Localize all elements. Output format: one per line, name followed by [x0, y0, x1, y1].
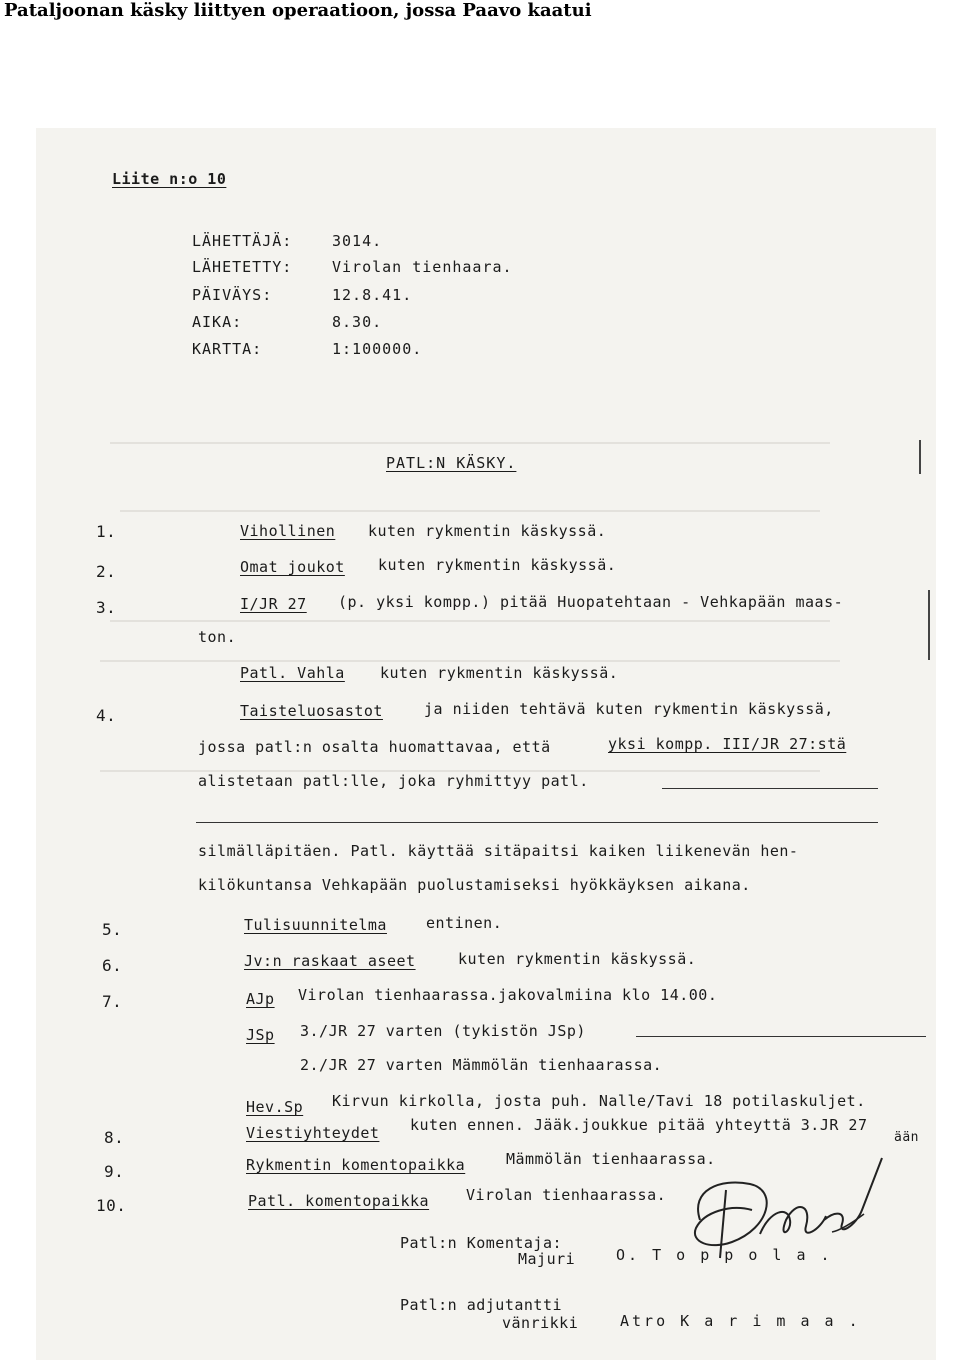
item-number-1: 1. [96, 522, 117, 541]
item-text-hev: Kirvun kirkolla, josta puh. Nalle/Tavi 18 potilaskuljet. [332, 1092, 866, 1110]
item-text-8-cont: ään [894, 1130, 919, 1145]
item-number-5: 5. [102, 920, 123, 939]
blank-fill-line [636, 1036, 926, 1037]
item-term-10: Patl. komentopaikka [248, 1192, 430, 1210]
item-term-9: Rykmentin komentopaikka [246, 1156, 466, 1174]
item-text-jsp: 3./JR 27 varten (tykistön JSp) [300, 1022, 586, 1040]
page-title: Pataljoonan käsky liittyen operaatioon, jossa Paavo kaatui [4, 0, 592, 21]
item-term-3b: Patl. Vahla [240, 664, 345, 682]
header-value-date: 12.8.41. [332, 286, 413, 304]
item-text-10: Virolan tienhaarassa. [466, 1186, 667, 1204]
item-term-8: Viestiyhteydet [246, 1124, 380, 1142]
item-text-3-cont: ton. [198, 628, 237, 646]
adjutant-rank: vänrikki [502, 1314, 579, 1332]
header-label-time: AIKA: [192, 313, 243, 331]
adjutant-role: Patl:n adjutantti [400, 1296, 563, 1314]
item-number-7: 7. [102, 992, 123, 1011]
blank-fill-line [662, 788, 878, 789]
item-text-2: kuten rykmentin käskyssä. [378, 556, 617, 574]
appendix-label: Liite n:o 10 [112, 170, 227, 188]
header-label-map: KARTTA: [192, 340, 263, 358]
header-label-date: PÄIVÄYS: [192, 286, 273, 304]
header-label-sent: LÄHETETTY: [192, 258, 293, 276]
item-number-4: 4. [96, 706, 117, 725]
header-value-sender: 3014. [332, 232, 383, 250]
item-term-6: Jv:n raskaat aseet [244, 952, 416, 970]
item-text-8: kuten ennen. Jääk.joukkue pitää yhteyttä 3.JR 27 [410, 1116, 868, 1134]
item-text-9: Mämmölän tienhaarassa. [506, 1150, 716, 1168]
item-text-3b: kuten rykmentin käskyssä. [380, 664, 619, 682]
commander-role: Patl:n Komentaja: [400, 1234, 563, 1252]
item-text-ajp: Virolan tienhaarassa.jakovalmiina klo 14.00. [298, 986, 718, 1004]
header-value-sent: Virolan tienhaara. [332, 258, 513, 276]
item-term-2: Omat joukot [240, 558, 345, 576]
item-text-6: kuten rykmentin käskyssä. [458, 950, 697, 968]
adjutant-name: Atro K a r i m a a . [620, 1312, 861, 1330]
item-text-4-l4: silmälläpitäen. Patl. käyttää sitäpaitsi kaiken liikenevän hen- [198, 842, 799, 860]
header-value-time: 8.30. [332, 313, 383, 331]
item-text-4-l2a: jossa patl:n osalta huomattavaa, että [198, 738, 551, 756]
item-number-8: 8. [104, 1128, 125, 1147]
item-text-3: (p. yksi kompp.) pitää Huopatehtaan - Vehkapään maas- [338, 593, 844, 611]
item-number-6: 6. [102, 956, 123, 975]
item-text-5: entinen. [426, 914, 503, 932]
item-term-ajp: AJp [246, 990, 275, 1008]
item-number-2: 2. [96, 562, 117, 581]
handwritten-signature [660, 1150, 890, 1260]
item-text-jsp-2: 2./JR 27 varten Mämmölän tienhaarassa. [300, 1056, 663, 1074]
item-text-4: ja niiden tehtävä kuten rykmentin käskyssä, [424, 700, 834, 718]
header-value-map: 1:100000. [332, 340, 423, 358]
item-text-1: kuten rykmentin käskyssä. [368, 522, 607, 540]
item-text-4-l3: alistetaan patl:lle, joka ryhmittyy patl. [198, 772, 589, 790]
item-term-1: Vihollinen [240, 522, 336, 540]
blank-fill-line [196, 822, 878, 823]
item-term-5: Tulisuunnitelma [244, 916, 387, 934]
item-number-9: 9. [104, 1162, 125, 1181]
commander-name: O. T o p p o l a . [616, 1246, 833, 1264]
item-number-10: 10. [96, 1196, 127, 1215]
item-term-hev: Hev.Sp [246, 1098, 304, 1116]
header-label-sender: LÄHETTÄJÄ: [192, 232, 293, 250]
commander-rank: Majuri [518, 1250, 576, 1268]
order-heading: PATL:N KÄSKY. [386, 454, 517, 472]
item-number-3: 3. [96, 598, 117, 617]
item-text-4-l2u: yksi kompp. III/JR 27:stä [608, 735, 847, 753]
item-term-jsp: JSp [246, 1026, 275, 1044]
item-term-4: Taisteluosastot [240, 702, 383, 720]
item-term-3: I/JR 27 [240, 595, 307, 613]
item-text-4-l5: kilökuntansa Vehkapään puolustamiseksi hyökkäyksen aikana. [198, 876, 751, 894]
